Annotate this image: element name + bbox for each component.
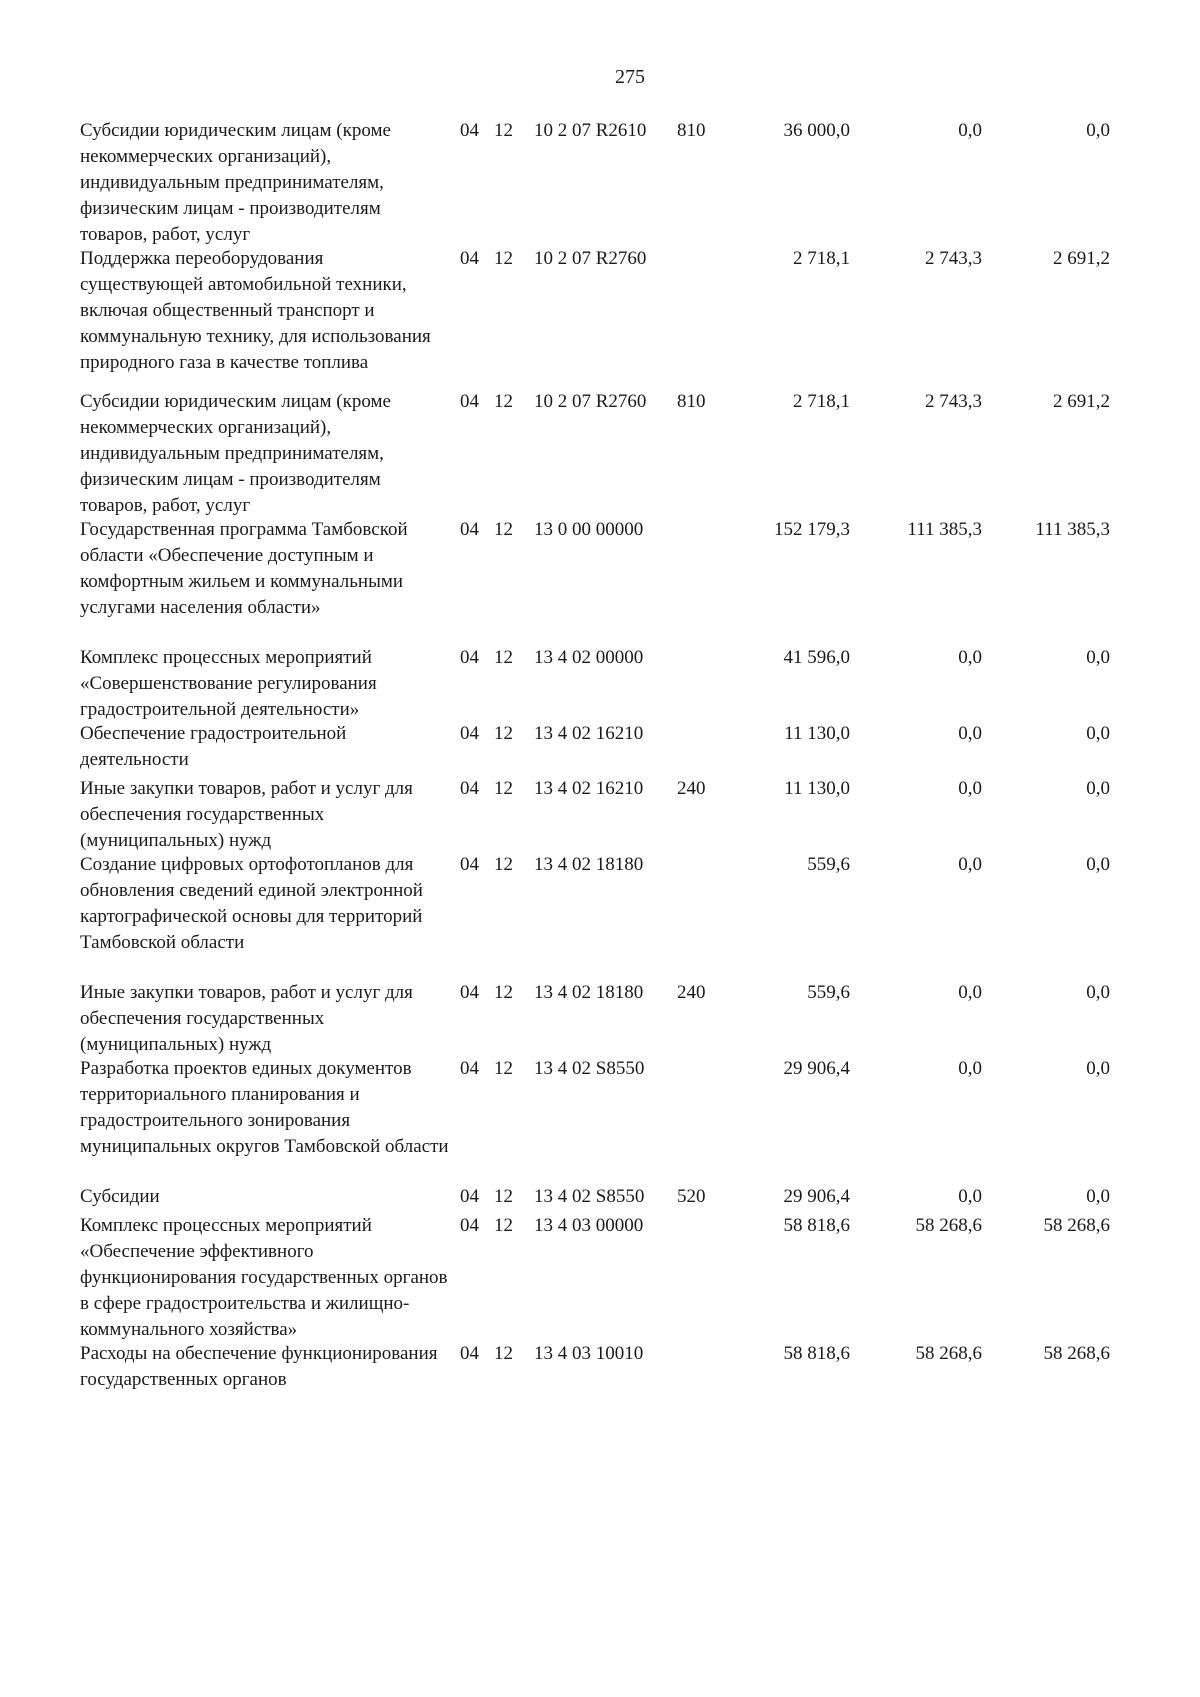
table-row <box>80 1213 1170 1338</box>
row-section: 04 <box>460 1343 479 1364</box>
table-row <box>80 852 1170 977</box>
row-name: Расходы на обеспечение функционирования государственных органов <box>80 1343 438 1390</box>
row-amount-year-2: 0,0 <box>958 982 982 1003</box>
row-target-code: 13 4 02 16210 <box>534 723 644 744</box>
row-name: Субсидии юридическим лицам (кроме некоммерческих организаций), индивидуальным предпринимателям, физическим лицам - производителям товаров, работ, услуг <box>80 391 391 516</box>
row-amount-year-1: 559,6 <box>807 854 850 875</box>
row-amount-year-3: 0,0 <box>1086 1058 1110 1079</box>
row-section: 04 <box>460 1186 479 1207</box>
row-subsection: 12 <box>494 778 513 799</box>
row-amount-year-2: 2 743,3 <box>925 391 982 412</box>
row-subsection: 12 <box>494 120 513 141</box>
row-subsection: 12 <box>494 1058 513 1079</box>
row-expense-type: 240 <box>677 778 706 799</box>
row-amount-year-1: 58 818,6 <box>783 1343 850 1364</box>
row-amount-year-1: 2 718,1 <box>793 391 850 412</box>
budget-table <box>80 118 1170 1417</box>
row-name: Государственная программа Тамбовской области «Обеспечение доступным и комфортным жильем и коммунальными услугами населения области» <box>80 519 408 618</box>
row-subsection: 12 <box>494 248 513 269</box>
table-row <box>80 246 1170 386</box>
row-target-code: 10 2 07 R2760 <box>534 248 647 269</box>
row-name: Обеспечение градостроительной деятельности <box>80 723 347 770</box>
table-row <box>80 645 1170 718</box>
row-amount-year-1: 11 130,0 <box>784 723 850 744</box>
row-target-code: 13 4 02 16210 <box>534 778 644 799</box>
row-subsection: 12 <box>494 1215 513 1236</box>
row-expense-type: 520 <box>677 1186 706 1207</box>
row-expense-type: 240 <box>677 982 706 1003</box>
row-target-code: 13 4 02 00000 <box>534 647 644 668</box>
row-amount-year-3: 2 691,2 <box>1053 248 1110 269</box>
row-amount-year-3: 0,0 <box>1086 854 1110 875</box>
row-amount-year-1: 152 179,3 <box>774 519 850 540</box>
row-amount-year-1: 29 906,4 <box>783 1058 850 1079</box>
row-amount-year-1: 29 906,4 <box>783 1186 850 1207</box>
row-amount-year-3: 0,0 <box>1086 120 1110 141</box>
row-target-code: 13 4 03 10010 <box>534 1343 644 1364</box>
row-name: Иные закупки товаров, работ и услуг для обеспечения государственных (муниципальных) нужд <box>80 778 413 851</box>
row-section: 04 <box>460 778 479 799</box>
row-subsection: 12 <box>494 854 513 875</box>
row-amount-year-2: 58 268,6 <box>915 1215 982 1236</box>
row-amount-year-3: 0,0 <box>1086 1186 1110 1207</box>
table-row <box>80 118 1170 243</box>
row-section: 04 <box>460 248 479 269</box>
row-amount-year-3: 0,0 <box>1086 647 1110 668</box>
row-section: 04 <box>460 647 479 668</box>
row-amount-year-1: 58 818,6 <box>783 1215 850 1236</box>
row-amount-year-1: 36 000,0 <box>783 120 850 141</box>
row-amount-year-2: 58 268,6 <box>915 1343 982 1364</box>
row-amount-year-3: 111 385,3 <box>1035 519 1110 540</box>
page-number: 275 <box>615 66 645 88</box>
table-row <box>80 776 1170 849</box>
row-section: 04 <box>460 120 479 141</box>
row-amount-year-1: 559,6 <box>807 982 850 1003</box>
row-target-code: 13 0 00 00000 <box>534 519 644 540</box>
row-target-code: 13 4 02 S8550 <box>534 1058 645 1079</box>
table-row <box>80 980 1170 1053</box>
row-target-code: 13 4 02 S8550 <box>534 1186 645 1207</box>
row-subsection: 12 <box>494 519 513 540</box>
row-subsection: 12 <box>494 982 513 1003</box>
row-expense-type: 810 <box>677 120 706 141</box>
row-target-code: 13 4 02 18180 <box>534 854 644 875</box>
row-amount-year-1: 2 718,1 <box>793 248 850 269</box>
table-row <box>80 721 1170 773</box>
row-section: 04 <box>460 982 479 1003</box>
row-section: 04 <box>460 854 479 875</box>
row-subsection: 12 <box>494 723 513 744</box>
row-name: Создание цифровых ортофотопланов для обновления сведений единой электронной картографической основы для территорий Тамбовской области <box>80 854 423 953</box>
row-amount-year-3: 0,0 <box>1086 778 1110 799</box>
row-section: 04 <box>460 723 479 744</box>
row-target-code: 13 4 02 18180 <box>534 982 644 1003</box>
row-name: Комплекс процессных мероприятий «Совершенствование регулирования градостроительной деятельности» <box>80 647 377 720</box>
row-section: 04 <box>460 519 479 540</box>
row-target-code: 10 2 07 R2760 <box>534 391 647 412</box>
row-amount-year-2: 0,0 <box>958 120 982 141</box>
row-name: Субсидии юридическим лицам (кроме некоммерческих организаций), индивидуальным предпринимателям, физическим лицам - производителям товаров, работ, услуг <box>80 120 391 245</box>
row-name: Поддержка переоборудования существующей автомобильной техники, включая общественный транспорт и коммунальную технику, для использования природного газа в качестве топлива <box>80 248 431 373</box>
row-target-code: 10 2 07 R2610 <box>534 120 647 141</box>
row-amount-year-1: 11 130,0 <box>784 778 850 799</box>
row-subsection: 12 <box>494 1186 513 1207</box>
row-name: Комплекс процессных мероприятий «Обеспечение эффективного функционирования государственных органов в сфере градостроительства и жилищно-коммунального хозяйства» <box>80 1215 448 1340</box>
table-row <box>80 517 1170 642</box>
row-amount-year-2: 111 385,3 <box>907 519 982 540</box>
row-amount-year-3: 58 268,6 <box>1043 1215 1110 1236</box>
row-amount-year-1: 41 596,0 <box>783 647 850 668</box>
row-amount-year-2: 0,0 <box>958 723 982 744</box>
table-row <box>80 1056 1170 1181</box>
row-subsection: 12 <box>494 647 513 668</box>
table-row <box>80 389 1170 514</box>
row-name: Иные закупки товаров, работ и услуг для обеспечения государственных (муниципальных) нужд <box>80 982 413 1055</box>
row-target-code: 13 4 03 00000 <box>534 1215 644 1236</box>
row-amount-year-2: 0,0 <box>958 854 982 875</box>
row-amount-year-3: 0,0 <box>1086 982 1110 1003</box>
row-section: 04 <box>460 391 479 412</box>
row-amount-year-2: 0,0 <box>958 647 982 668</box>
row-section: 04 <box>460 1058 479 1079</box>
row-name: Субсидии <box>80 1186 160 1207</box>
row-section: 04 <box>460 1215 479 1236</box>
row-amount-year-2: 0,0 <box>958 1186 982 1207</box>
row-amount-year-3: 0,0 <box>1086 723 1110 744</box>
row-amount-year-3: 58 268,6 <box>1043 1343 1110 1364</box>
table-row <box>80 1341 1170 1414</box>
row-expense-type: 810 <box>677 391 706 412</box>
row-subsection: 12 <box>494 391 513 412</box>
row-name: Разработка проектов единых документов территориального планирования и градостроительного зонирования муниципальных округов Тамбовской области <box>80 1058 449 1157</box>
row-amount-year-2: 2 743,3 <box>925 248 982 269</box>
row-amount-year-2: 0,0 <box>958 1058 982 1079</box>
table-row <box>80 1184 1170 1210</box>
row-subsection: 12 <box>494 1343 513 1364</box>
row-amount-year-3: 2 691,2 <box>1053 391 1110 412</box>
row-amount-year-2: 0,0 <box>958 778 982 799</box>
